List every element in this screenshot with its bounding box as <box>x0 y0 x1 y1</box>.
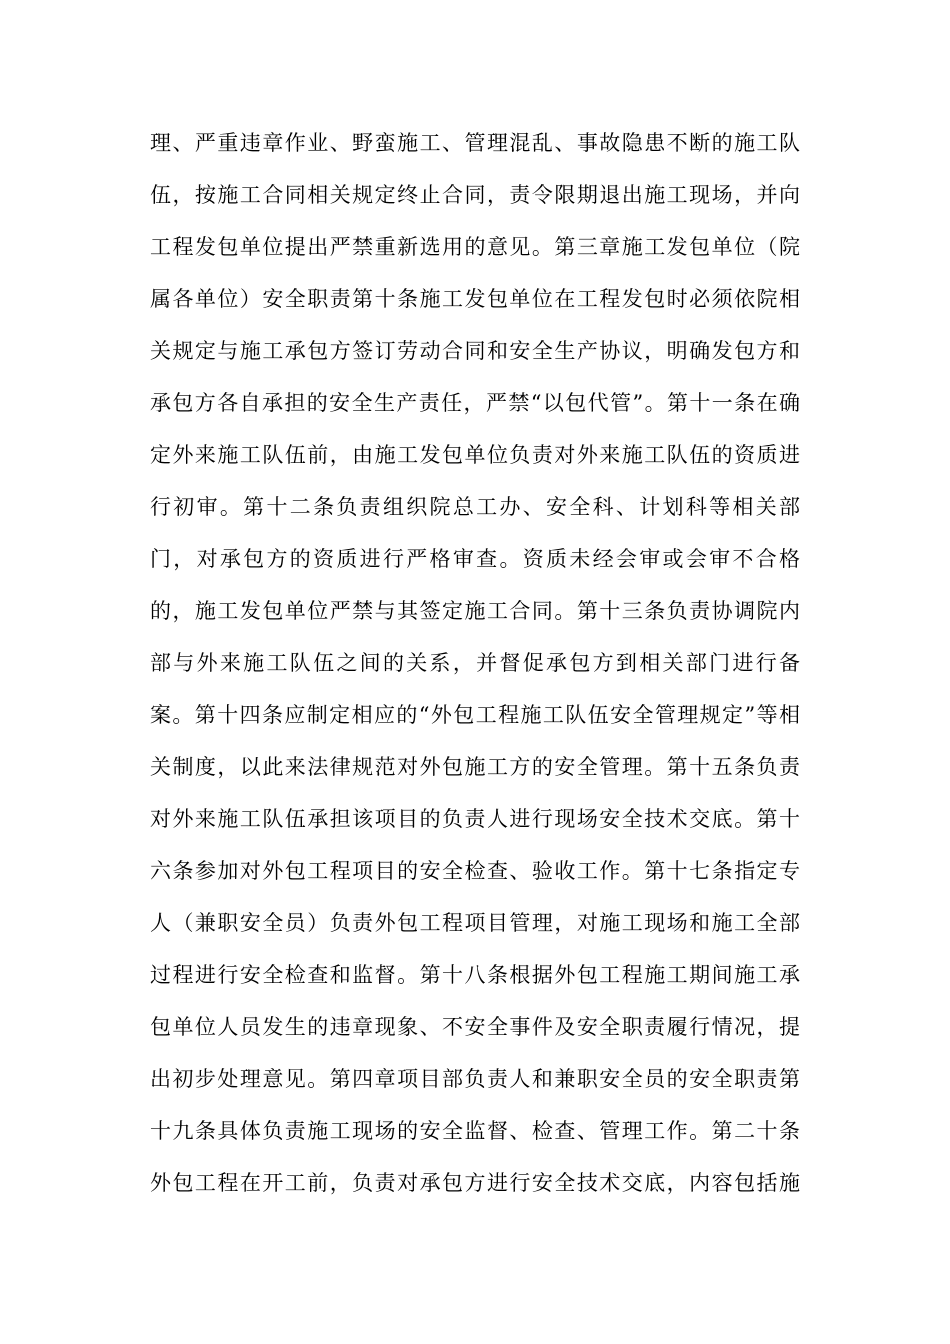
text-line-2: 伍，按施工合同相关规定终止合同，责令限期退出施工现场，并向 <box>150 183 800 207</box>
text-line-3: 工程发包单位提出严禁重新选用的意见。第三章施工发包单位（院 <box>150 235 800 259</box>
text-line-20: 十九条具体负责施工现场的安全监督、检查、管理工作。第二十条 <box>150 1119 800 1143</box>
text-line-19: 出初步处理意见。第四章项目部负责人和兼职安全员的安全职责第 <box>150 1067 800 1091</box>
text-line-12: 案。第十四条应制定相应的“外包工程施工队伍安全管理规定”等相 <box>150 703 800 727</box>
text-line-1: 理、严重违章作业、野蛮施工、管理混乱、事故隐患不断的施工队 <box>150 131 800 155</box>
text-line-15: 六条参加对外包工程项目的安全检查、验收工作。第十七条指定专 <box>150 859 800 883</box>
text-line-10: 的，施工发包单位严禁与其签定施工合同。第十三条负责协调院内 <box>150 599 800 623</box>
text-line-16: 人（兼职安全员）负责外包工程项目管理，对施工现场和施工全部 <box>150 911 800 935</box>
text-line-13: 关制度，以此来法律规范对外包施工方的安全管理。第十五条负责 <box>150 755 800 779</box>
text-line-9: 门，对承包方的资质进行严格审查。资质未经会审或会审不合格 <box>150 547 800 571</box>
text-line-8: 行初审。第十二条负责组织院总工办、安全科、计划科等相关部 <box>150 495 800 519</box>
body-text <box>150 117 800 1209</box>
text-line-14: 对外来施工队伍承担该项目的负责人进行现场安全技术交底。第十 <box>150 807 800 831</box>
text-line-5: 关规定与施工承包方签订劳动合同和安全生产协议，明确发包方和 <box>150 339 800 363</box>
text-line-21: 外包工程在开工前，负责对承包方进行安全技术交底，内容包括施 <box>150 1171 800 1195</box>
text-line-18: 包单位人员发生的违章现象、不安全事件及安全职责履行情况，提 <box>150 1015 800 1039</box>
text-line-17: 过程进行安全检查和监督。第十八条根据外包工程施工期间施工承 <box>150 963 800 987</box>
text-line-6: 承包方各自承担的安全生产责任，严禁“以包代管”。第十一条在确 <box>150 391 800 415</box>
text-line-11: 部与外来施工队伍之间的关系，并督促承包方到相关部门进行备 <box>150 651 800 675</box>
text-line-4: 属各单位）安全职责第十条施工发包单位在工程发包时必须依院相 <box>150 287 800 311</box>
text-line-7: 定外来施工队伍前，由施工发包单位负责对外来施工队伍的资质进 <box>150 443 800 467</box>
